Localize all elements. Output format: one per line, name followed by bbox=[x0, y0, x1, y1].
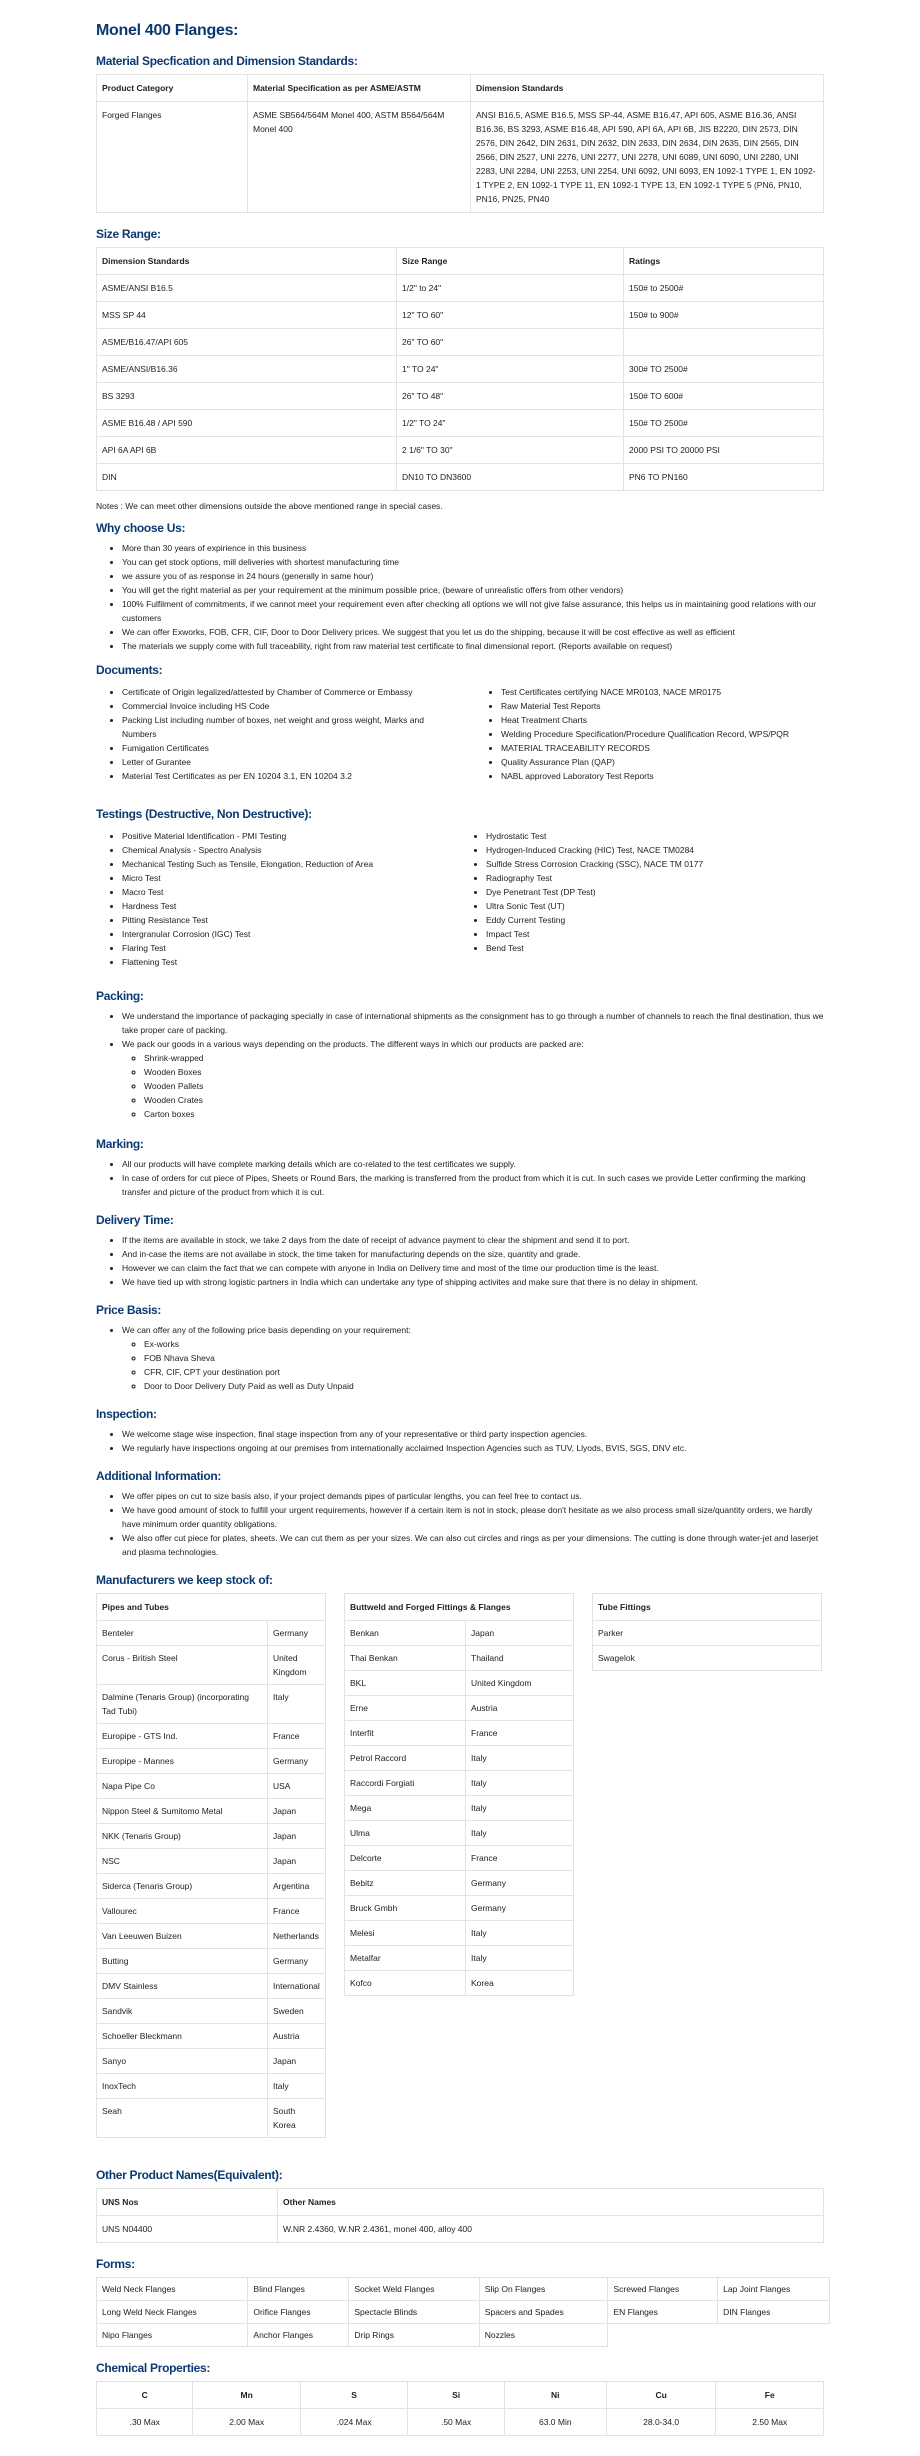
table-cell: United Kingdom bbox=[466, 1671, 574, 1696]
table-cell: Italy bbox=[268, 1685, 326, 1724]
table-cell: Parker bbox=[593, 1621, 822, 1646]
table-row bbox=[345, 1846, 574, 1871]
list-item: • Hydrostatic Test bbox=[486, 829, 824, 843]
table-row bbox=[97, 2099, 326, 2138]
list-item: • However we can claim the fact that we can compete with anyone in India on Delivery time and most of the time our production time is the least. bbox=[122, 1261, 824, 1275]
table-cell: ANSI B16.5, ASME B16.5, MSS SP-44, ASME B16.47, API 605, ASME B16.36, ANSI B16.36, BS 3293, ASME B16.48, API 590, API 6A, API 6B, JIS B2220, DIN 2573, DIN 2576, DIN 2642, DIN 2631, DIN 2632, DIN 2633, DIN 2634, DIN 2635, DIN 2565, DIN 2566, DIN 2527, UNI 2276, UNI 2277, UNI 2278, UNI 6089, UNI 6090, UNI 2280, UNI 2283, UNI 2284, UNI 2253, UNI 2254, UNI 6092, UNI 6093, EN 1092-1 TYPE 1, EN 1092-1 TYPE 2, EN 1092-1 TYPE 11, EN 1092-1 TYPE 13, EN 1092-1 TYPE 5 (PN6, PN10, PN16, PN25, PN40 bbox=[471, 102, 824, 213]
col-header: Dimension Standards bbox=[97, 248, 397, 275]
table-row bbox=[97, 1899, 326, 1924]
table-cell: BS 3293 bbox=[97, 383, 397, 410]
col-header: UNS Nos bbox=[97, 2189, 278, 2216]
col-header: Ni bbox=[504, 2382, 606, 2409]
table-row bbox=[97, 1774, 326, 1799]
table-cell: Delcorte bbox=[345, 1846, 466, 1871]
sub-list-item: ◦ Door to Door Delivery Duty Paid as well as Duty Unpaid bbox=[144, 1379, 824, 1393]
documents-heading: Documents: bbox=[96, 663, 163, 677]
table-cell: Japan bbox=[268, 1799, 326, 1824]
table-row bbox=[97, 2301, 830, 2324]
table-cell: 300# TO 2500# bbox=[624, 356, 824, 383]
table-cell: Seah bbox=[97, 2099, 268, 2138]
table-cell: Nippon Steel & Sumitomo Metal bbox=[97, 1799, 268, 1824]
col-header: Fe bbox=[716, 2382, 824, 2409]
spec-heading: Material Specfication and Dimension Standards: bbox=[96, 54, 358, 68]
table-cell: NSC bbox=[97, 1849, 268, 1874]
price-heading: Price Basis: bbox=[96, 1303, 162, 1317]
table-cell: Lap Joint Flanges bbox=[718, 2278, 830, 2301]
table-row bbox=[97, 302, 824, 329]
table-cell: Siderca (Tenaris Group) bbox=[97, 1874, 268, 1899]
table-cell: Vallourec bbox=[97, 1899, 268, 1924]
other-names-heading: Other Product Names(Equivalent): bbox=[96, 2168, 283, 2182]
empty-cell bbox=[718, 2324, 830, 2347]
table-row bbox=[97, 2409, 824, 2436]
col-header: Size Range bbox=[397, 248, 624, 275]
table-cell: Van Leeuwen Buizen bbox=[97, 1924, 268, 1949]
list-item: • We understand the importance of packaging specially in case of international shipments as the consignment has to go through a number of channels to reach the final destination, thus we take proper care of packing. bbox=[122, 1009, 824, 1037]
table-row bbox=[97, 2324, 830, 2347]
empty-cell bbox=[608, 2324, 718, 2347]
table-row bbox=[97, 410, 824, 437]
packing-heading: Packing: bbox=[96, 989, 144, 1003]
table-cell: Benkan bbox=[345, 1621, 466, 1646]
table-row bbox=[97, 2278, 830, 2301]
list-item: • Raw Material Test Reports bbox=[501, 699, 824, 713]
documents-list-right bbox=[475, 685, 824, 783]
table-cell: 150# TO 600# bbox=[624, 383, 824, 410]
chemical-table bbox=[96, 2381, 824, 2436]
list-item: • Macro Test bbox=[122, 885, 460, 899]
table-row bbox=[345, 1871, 574, 1896]
other-names-table bbox=[96, 2188, 824, 2243]
table-row bbox=[593, 1646, 822, 1671]
table-cell: Europipe - Mannes bbox=[97, 1749, 268, 1774]
why-heading: Why choose Us: bbox=[96, 521, 186, 535]
list-item: • We regularly have inspections ongoing at our premises from internationally acclaimed Inspection Agencies such as TUV, Llyods, BVIS, SGS, DNV etc. bbox=[122, 1441, 824, 1455]
page-title: Monel 400 Flanges: bbox=[96, 22, 239, 39]
table-cell: 1" TO 24" bbox=[397, 356, 624, 383]
table-cell: PN6 TO PN160 bbox=[624, 464, 824, 491]
table-row bbox=[97, 1724, 326, 1749]
table-cell: 1/2" TO 24" bbox=[397, 410, 624, 437]
table-cell: 2.50 Max bbox=[716, 2409, 824, 2436]
table-cell: Germany bbox=[268, 1749, 326, 1774]
table-cell: .30 Max bbox=[97, 2409, 193, 2436]
table-row bbox=[97, 1621, 326, 1646]
list-item bbox=[122, 1037, 824, 1121]
inspection-list bbox=[96, 1427, 824, 1455]
size-note: Notes : We can meet other dimensions outside the above mentioned range in special cases. bbox=[96, 501, 443, 511]
sub-list-item: ◦ Carton boxes bbox=[144, 1107, 824, 1121]
table-cell: Italy bbox=[466, 1821, 574, 1846]
table-row bbox=[97, 275, 824, 302]
table-row bbox=[97, 1685, 326, 1724]
list-item: • In case of orders for cut piece of Pipes, Sheets or Round Bars, the marking is transferred from the product from which it is cut. In such cases we provide Letter confirming the marking transfer and picture of the product from which it is cut. bbox=[122, 1171, 824, 1199]
table-cell: ASME/ANSI B16.5 bbox=[97, 275, 397, 302]
table-row bbox=[97, 102, 824, 213]
list-item: • Chemical Analysis - Spectro Analysis bbox=[122, 843, 460, 857]
sub-list-item: ◦ Ex-works bbox=[144, 1337, 824, 1351]
table-cell: .50 Max bbox=[408, 2409, 504, 2436]
table-row bbox=[345, 1921, 574, 1946]
list-item: • And in-case the items are not availabe in stock, the time taken for manufacturing depends on the size, quantity and grade. bbox=[122, 1247, 824, 1261]
table-row bbox=[97, 1874, 326, 1899]
table-cell: Sanyo bbox=[97, 2049, 268, 2074]
list-item: • Material Test Certificates as per EN 10204 3.1, EN 10204 3.2 bbox=[122, 769, 445, 783]
documents-columns bbox=[96, 683, 824, 793]
table-row bbox=[97, 1974, 326, 1999]
list-item: • We welcome stage wise inspection, final stage inspection from any of your representative or third party inspection agencies. bbox=[122, 1427, 824, 1441]
table-cell: Thai Benkan bbox=[345, 1646, 466, 1671]
list-item: • You will get the right material as per your requirement at the minimum possible price, (beware of unrealistic offers from other vendors) bbox=[122, 583, 824, 597]
table-cell: France bbox=[268, 1724, 326, 1749]
table-cell: Benteler bbox=[97, 1621, 268, 1646]
table-row bbox=[97, 1799, 326, 1824]
table-cell: 2 1/6" TO 30" bbox=[397, 437, 624, 464]
packing-list bbox=[96, 1009, 824, 1121]
col-header: Si bbox=[408, 2382, 504, 2409]
list-item-text: We can offer any of the following price basis depending on your requirement: bbox=[122, 1325, 411, 1335]
delivery-list bbox=[96, 1233, 824, 1289]
pipes-table bbox=[96, 1593, 326, 2138]
col-header: Ratings bbox=[624, 248, 824, 275]
sub-list-item: ◦ CFR, CIF, CPT your destination port bbox=[144, 1365, 824, 1379]
table-cell: South Korea bbox=[268, 2099, 326, 2138]
table-cell: Netherlands bbox=[268, 1924, 326, 1949]
table-row bbox=[345, 1721, 574, 1746]
table-cell: Italy bbox=[466, 1796, 574, 1821]
testings-list-right bbox=[460, 829, 824, 969]
table-cell: Bebitz bbox=[345, 1871, 466, 1896]
table-cell: Dalmine (Tenaris Group) (incorporating Tad Tubi) bbox=[97, 1685, 268, 1724]
col-header: Dimension Standards bbox=[471, 75, 824, 102]
price-sublist bbox=[122, 1337, 824, 1393]
table-row bbox=[97, 464, 824, 491]
col-header: S bbox=[300, 2382, 407, 2409]
table-cell: Slip On Flanges bbox=[479, 2278, 608, 2301]
table-cell: W.NR 2.4360, W.NR 2.4361, monel 400, alloy 400 bbox=[278, 2216, 824, 2243]
list-item: • NABL approved Laboratory Test Reports bbox=[501, 769, 824, 783]
sub-list-item: ◦ Shrink-wrapped bbox=[144, 1051, 824, 1065]
table-cell: Argentina bbox=[268, 1874, 326, 1899]
col-header: Pipes and Tubes bbox=[97, 1594, 326, 1621]
list-item: • We offer pipes on cut to size basis also, if your project demands pipes of particular lengths, you can feel free to contact us. bbox=[122, 1489, 824, 1503]
list-item: • If the items are available in stock, we take 2 days from the date of receipt of advance payment to clear the shipment and send it to port. bbox=[122, 1233, 824, 1247]
table-cell: DIN Flanges bbox=[718, 2301, 830, 2324]
table-cell: Sweden bbox=[268, 1999, 326, 2024]
table-cell: Socket Weld Flanges bbox=[349, 2278, 479, 2301]
table-cell: 1/2" to 24" bbox=[397, 275, 624, 302]
list-item: • Welding Procedure Specification/Procedure Qualification Record, WPS/PQR bbox=[501, 727, 824, 741]
table-cell: Raccordi Forgiati bbox=[345, 1771, 466, 1796]
table-row bbox=[97, 329, 824, 356]
list-item: • We can offer Exworks, FOB, CFR, CIF, Door to Door Delivery prices. We suggest that you let us do the shipping, because it will be cost effective as well as efficient bbox=[122, 625, 824, 639]
table-cell: ASME/ANSI/B16.36 bbox=[97, 356, 397, 383]
table-cell: Japan bbox=[466, 1621, 574, 1646]
table-cell: Erne bbox=[345, 1696, 466, 1721]
packing-sublist bbox=[122, 1051, 824, 1121]
table-cell: Europipe - GTS Ind. bbox=[97, 1724, 268, 1749]
table-row bbox=[97, 356, 824, 383]
table-row bbox=[97, 2074, 326, 2099]
sub-list-item: ◦ FOB Nhava Sheva bbox=[144, 1351, 824, 1365]
table-cell: Petrol Raccord bbox=[345, 1746, 466, 1771]
table-cell: France bbox=[268, 1899, 326, 1924]
inspection-heading: Inspection: bbox=[96, 1407, 157, 1421]
col-header: Mn bbox=[193, 2382, 300, 2409]
table-cell: Blind Flanges bbox=[248, 2278, 349, 2301]
table-cell: 2000 PSI TO 20000 PSI bbox=[624, 437, 824, 464]
table-cell: 150# TO 2500# bbox=[624, 410, 824, 437]
table-cell: Japan bbox=[268, 1849, 326, 1874]
table-cell: Japan bbox=[268, 2049, 326, 2074]
marking-list bbox=[96, 1157, 824, 1199]
col-header: Product Category bbox=[97, 75, 248, 102]
table-row bbox=[97, 2049, 326, 2074]
list-item: • Test Certificates certifying NACE MR0103, NACE MR0175 bbox=[501, 685, 824, 699]
table-cell: UNS N04400 bbox=[97, 2216, 278, 2243]
list-item bbox=[122, 1323, 824, 1393]
table-cell: Sandvik bbox=[97, 1999, 268, 2024]
list-item: • Flattening Test bbox=[122, 955, 460, 969]
table-row bbox=[345, 1771, 574, 1796]
table-cell: Italy bbox=[466, 1771, 574, 1796]
table-cell: 26" TO 60" bbox=[397, 329, 624, 356]
table-cell: Mega bbox=[345, 1796, 466, 1821]
list-item: • Certificate of Origin legalized/attested by Chamber of Commerce or Embassy bbox=[122, 685, 445, 699]
list-item: • MATERIAL TRACEABILITY RECORDS bbox=[501, 741, 824, 755]
table-cell: Screwed Flanges bbox=[608, 2278, 718, 2301]
manufacturers-tables bbox=[96, 1593, 824, 2138]
table-row bbox=[345, 1646, 574, 1671]
list-item: • Packing List including number of boxes, net weight and gross weight, Marks and Numbers bbox=[122, 713, 445, 741]
table-row bbox=[97, 437, 824, 464]
list-item: • Commercial Invoice including HS Code bbox=[122, 699, 445, 713]
sub-list-item: ◦ Wooden Pallets bbox=[144, 1079, 824, 1093]
testings-heading: Testings (Destructive, Non Destructive): bbox=[96, 807, 312, 821]
table-row bbox=[345, 1821, 574, 1846]
table-row bbox=[345, 1971, 574, 1996]
marking-heading: Marking: bbox=[96, 1137, 144, 1151]
table-cell: Kofco bbox=[345, 1971, 466, 1996]
table-cell: Germany bbox=[268, 1621, 326, 1646]
list-item: • Eddy Current Testing bbox=[486, 913, 824, 927]
table-cell: Butting bbox=[97, 1949, 268, 1974]
col-header: Other Names bbox=[278, 2189, 824, 2216]
table-cell: Italy bbox=[268, 2074, 326, 2099]
table-cell: MSS SP 44 bbox=[97, 302, 397, 329]
table-cell: Spectacle Blinds bbox=[349, 2301, 479, 2324]
table-row bbox=[97, 1646, 326, 1685]
list-item: • We have tied up with strong logistic partners in India which can undertake any type of shipping activites and make sure that there is no delay in shipment. bbox=[122, 1275, 824, 1289]
table-cell: Napa Pipe Co bbox=[97, 1774, 268, 1799]
table-cell: ASME B16.48 / API 590 bbox=[97, 410, 397, 437]
fittings-table bbox=[344, 1593, 574, 1996]
table-cell: Italy bbox=[466, 1921, 574, 1946]
col-header: Buttweld and Forged Fittings & Flanges bbox=[345, 1594, 574, 1621]
table-cell: Anchor Flanges bbox=[248, 2324, 349, 2347]
table-cell: Germany bbox=[466, 1896, 574, 1921]
table-row bbox=[345, 1946, 574, 1971]
list-item: • Dye Penetrant Test (DP Test) bbox=[486, 885, 824, 899]
table-cell: Metalfar bbox=[345, 1946, 466, 1971]
list-item: • Heat Treatment Charts bbox=[501, 713, 824, 727]
list-item: • Mechanical Testing Such as Tensile, Elongation, Reduction of Area bbox=[122, 857, 460, 871]
forms-heading: Forms: bbox=[96, 2257, 135, 2271]
tube-fittings-table bbox=[592, 1593, 822, 1671]
list-item: • Hydrogen-Induced Cracking (HIC) Test, NACE TM0284 bbox=[486, 843, 824, 857]
table-row bbox=[97, 1824, 326, 1849]
list-item: • Hardness Test bbox=[122, 899, 460, 913]
table-cell: DN10 TO DN3600 bbox=[397, 464, 624, 491]
table-cell: Italy bbox=[466, 1746, 574, 1771]
table-row bbox=[345, 1696, 574, 1721]
table-row bbox=[345, 1671, 574, 1696]
table-cell: Orifice Flanges bbox=[248, 2301, 349, 2324]
table-cell: Nozzles bbox=[479, 2324, 608, 2347]
manufacturers-heading: Manufacturers we keep stock of: bbox=[96, 1573, 273, 1587]
size-heading: Size Range: bbox=[96, 227, 161, 241]
table-cell: Germany bbox=[466, 1871, 574, 1896]
table-cell: Thailand bbox=[466, 1646, 574, 1671]
table-row bbox=[97, 1924, 326, 1949]
table-cell: Germany bbox=[268, 1949, 326, 1974]
table-row bbox=[97, 1849, 326, 1874]
why-list bbox=[96, 541, 824, 653]
table-cell: NKK (Tenaris Group) bbox=[97, 1824, 268, 1849]
table-cell: .024 Max bbox=[300, 2409, 407, 2436]
table-row bbox=[345, 1621, 574, 1646]
table-cell: InoxTech bbox=[97, 2074, 268, 2099]
list-item: • We have good amount of stock to fulfill your urgent requirements, however if a certain item is not in stock, please don't hesitate as we also process small size/quantity orders, we hardly have minimum order quantity obligations. bbox=[122, 1503, 824, 1531]
table-row bbox=[97, 1999, 326, 2024]
spec-table bbox=[96, 74, 824, 213]
table-cell: ASME SB564/564M Monel 400, ASTM B564/564M Monel 400 bbox=[248, 102, 471, 213]
table-cell: Korea bbox=[466, 1971, 574, 1996]
table-cell: Nipo Flanges bbox=[97, 2324, 248, 2347]
col-header: C bbox=[97, 2382, 193, 2409]
table-cell: 150# to 2500# bbox=[624, 275, 824, 302]
table-cell: 63.0 Min bbox=[504, 2409, 606, 2436]
table-cell: United Kingdom bbox=[268, 1646, 326, 1685]
additional-list bbox=[96, 1489, 824, 1559]
table-cell: France bbox=[466, 1846, 574, 1871]
list-item: • we assure you of as response in 24 hours (generally in same hour) bbox=[122, 569, 824, 583]
list-item: • Intergranular Corrosion (IGC) Test bbox=[122, 927, 460, 941]
table-row bbox=[593, 1621, 822, 1646]
table-cell: Ulma bbox=[345, 1821, 466, 1846]
list-item: • Letter of Gurantee bbox=[122, 755, 445, 769]
testings-list-left bbox=[96, 829, 460, 969]
table-cell: Interfit bbox=[345, 1721, 466, 1746]
table-row bbox=[97, 1749, 326, 1774]
list-item: • 100% Fulfilment of commitments, if we cannot meet your requirement even after checking all options we will not give false assurance, this helps us in maintaining good relations with our customers bbox=[122, 597, 824, 625]
list-item: • The materials we supply come with full traceability, right from raw material test certificate to final dimensional report. (Reports available on request) bbox=[122, 639, 824, 653]
list-item: • Impact Test bbox=[486, 927, 824, 941]
table-cell: Weld Neck Flanges bbox=[97, 2278, 248, 2301]
table-cell: 28.0-34.0 bbox=[606, 2409, 716, 2436]
table-cell: France bbox=[466, 1721, 574, 1746]
list-item: • Sulfide Stress Corrosion Cracking (SSC), NACE TM 0177 bbox=[486, 857, 824, 871]
list-item: • You can get stock options, mill deliveries with shortest manufacturing time bbox=[122, 555, 824, 569]
price-list bbox=[96, 1323, 824, 1393]
list-item-text: We pack our goods in a various ways depending on the products. The different ways in which our products are packed are: bbox=[122, 1039, 584, 1049]
table-cell: Schoeller Bleckmann bbox=[97, 2024, 268, 2049]
col-header: Material Specification as per ASME/ASTM bbox=[248, 75, 471, 102]
col-header: Cu bbox=[606, 2382, 716, 2409]
list-item: • Radiography Test bbox=[486, 871, 824, 885]
list-item: • Ultra Sonic Test (UT) bbox=[486, 899, 824, 913]
list-item: • Flaring Test bbox=[122, 941, 460, 955]
table-row bbox=[97, 2024, 326, 2049]
table-cell: Swagelok bbox=[593, 1646, 822, 1671]
table-cell: Austria bbox=[268, 2024, 326, 2049]
list-item: • Pitting Resistance Test bbox=[122, 913, 460, 927]
sub-list-item: ◦ Wooden Crates bbox=[144, 1093, 824, 1107]
table-row bbox=[345, 1896, 574, 1921]
table-cell: Austria bbox=[466, 1696, 574, 1721]
table-cell: Corus - British Steel bbox=[97, 1646, 268, 1685]
table-row bbox=[345, 1746, 574, 1771]
table-cell: Melesi bbox=[345, 1921, 466, 1946]
delivery-heading: Delivery Time: bbox=[96, 1213, 174, 1227]
table-cell: Bruck Gmbh bbox=[345, 1896, 466, 1921]
table-cell: DIN bbox=[97, 464, 397, 491]
list-item: • We also offer cut piece for plates, sheets. We can cut them as per your sizes. We can also cut circles and rings as per your dimensions. The cutting is done through water-jet and laserjet and plasma technologies. bbox=[122, 1531, 824, 1559]
list-item: • Quality Assurance Plan (QAP) bbox=[501, 755, 824, 769]
table-cell: Spacers and Spades bbox=[479, 2301, 608, 2324]
table-row bbox=[97, 1949, 326, 1974]
table-cell: 2.00 Max bbox=[193, 2409, 300, 2436]
additional-heading: Additional Information: bbox=[96, 1469, 222, 1483]
list-item: • All our products will have complete marking details which are co-related to the test certificates we supply. bbox=[122, 1157, 824, 1171]
list-item: • More than 30 years of expirience in this business bbox=[122, 541, 824, 555]
forms-table bbox=[96, 2277, 830, 2347]
list-item: • Bend Test bbox=[486, 941, 824, 955]
table-cell: EN Flanges bbox=[608, 2301, 718, 2324]
table-cell: ASME/B16.47/API 605 bbox=[97, 329, 397, 356]
sub-list-item: ◦ Wooden Boxes bbox=[144, 1065, 824, 1079]
table-cell: USA bbox=[268, 1774, 326, 1799]
table-cell: International bbox=[268, 1974, 326, 1999]
documents-list-left bbox=[96, 685, 475, 783]
table-cell: 150# to 900# bbox=[624, 302, 824, 329]
list-item: • Micro Test bbox=[122, 871, 460, 885]
table-cell: API 6A API 6B bbox=[97, 437, 397, 464]
table-cell: Italy bbox=[466, 1946, 574, 1971]
table-cell: Long Weld Neck Flanges bbox=[97, 2301, 248, 2324]
table-cell: 12" TO 60" bbox=[397, 302, 624, 329]
testings-columns bbox=[96, 827, 824, 979]
table-row bbox=[97, 383, 824, 410]
size-table bbox=[96, 247, 824, 491]
table-row bbox=[345, 1796, 574, 1821]
table-cell: Drip Rings bbox=[349, 2324, 479, 2347]
table-cell: Forged Flanges bbox=[97, 102, 248, 213]
table-cell: BKL bbox=[345, 1671, 466, 1696]
col-header: Tube Fittings bbox=[593, 1594, 822, 1621]
list-item: • Positive Material Identification - PMI Testing bbox=[122, 829, 460, 843]
table-row bbox=[97, 2216, 824, 2243]
table-cell bbox=[624, 329, 824, 356]
table-cell: Japan bbox=[268, 1824, 326, 1849]
chemical-heading: Chemical Properties: bbox=[96, 2361, 211, 2375]
table-cell: 26" TO 48" bbox=[397, 383, 624, 410]
list-item: • Fumigation Certificates bbox=[122, 741, 445, 755]
table-cell: DMV Stainless bbox=[97, 1974, 268, 1999]
